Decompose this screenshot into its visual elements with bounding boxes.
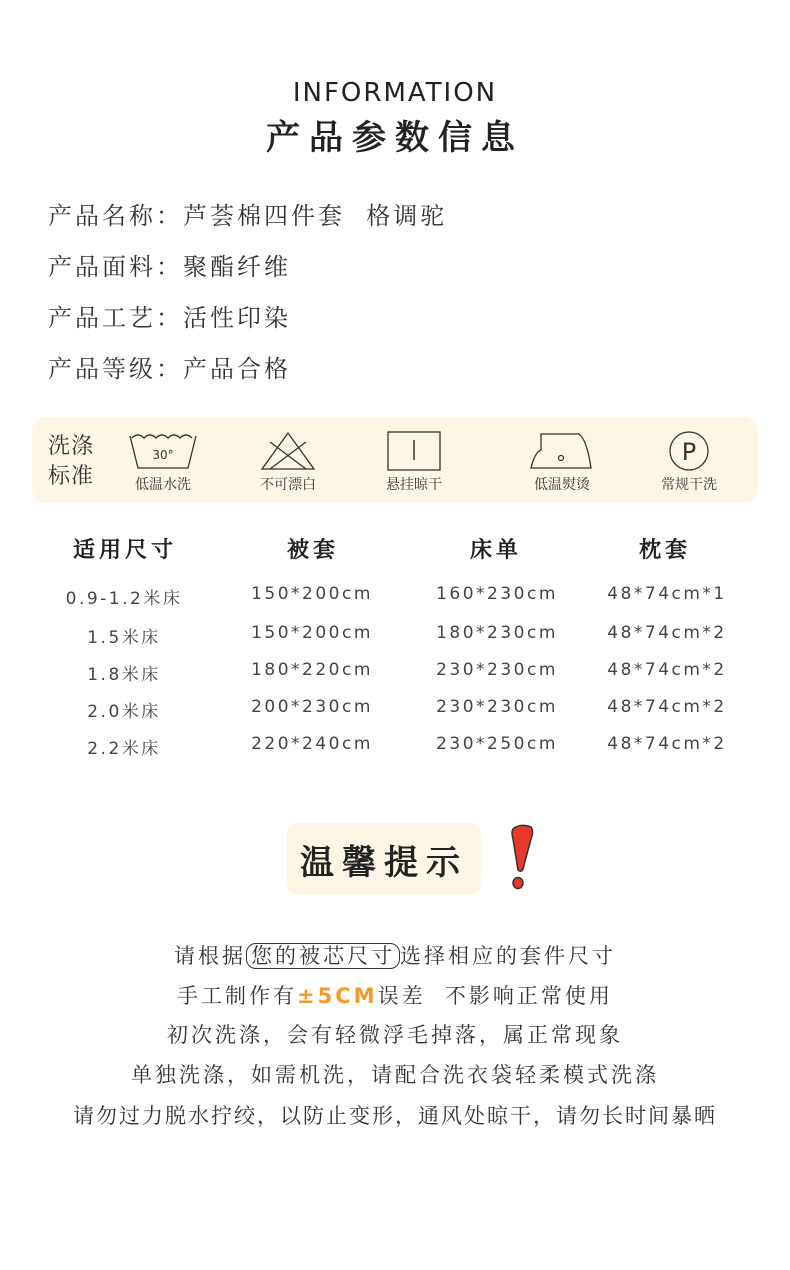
- tip-line-2: [0, 980, 790, 1010]
- table-cell: 220*240cm: [251, 734, 373, 754]
- wash-basin-30-icon: [128, 430, 198, 472]
- tip-highlight-text: ±5CM: [297, 984, 378, 1008]
- table-header-pillow: 枕套: [638, 538, 691, 563]
- info-label: 产品等级：: [48, 355, 183, 383]
- tip-text: 手工制作有: [177, 984, 298, 1008]
- wash-label: 悬挂晾干: [386, 477, 442, 493]
- exclamation-icon: [503, 823, 537, 895]
- table-cell: 200*230cm: [251, 697, 373, 717]
- table-cell: 48*74cm*2: [607, 697, 727, 717]
- tip-line-4: 单独洗涤，如需机洗，请配合洗衣袋轻柔模式洗涤: [131, 1063, 659, 1087]
- info-label: 产品工艺：: [48, 304, 183, 332]
- table-cell: 180*220cm: [251, 660, 373, 680]
- tip-text: 请根据: [174, 944, 246, 968]
- dry-clean-mark: P: [681, 438, 697, 466]
- tip-text: 误差 不影响正常使用: [377, 984, 613, 1008]
- table-cell: 230*250cm: [436, 734, 558, 754]
- info-value: 产品合格: [183, 355, 291, 383]
- no-bleach-icon: [258, 430, 318, 472]
- table-cell: 1.5米床: [87, 628, 161, 648]
- info-row-grade: [48, 349, 291, 384]
- info-row-fabric: [48, 247, 291, 282]
- tip-line-1: [0, 940, 790, 970]
- wash-item-dry-clean: [634, 430, 744, 494]
- wash-title-line1: 洗涤: [48, 434, 95, 459]
- table-cell: 160*230cm: [436, 584, 558, 604]
- wash-item-hang-dry: [359, 430, 469, 494]
- tip-line-5: 请勿过力脱水拧绞，以防止变形，通风处晾干，请勿长时间暴晒: [73, 1104, 717, 1128]
- table-cell: 48*74cm*2: [607, 734, 727, 754]
- wash-item-no-bleach: [233, 430, 343, 494]
- info-value: 芦荟棉四件套 格调驼: [183, 202, 448, 230]
- tip-line-3: 初次洗涤，会有轻微浮毛掉落，属正常现象: [167, 1023, 623, 1047]
- table-cell: 2.2米床: [87, 739, 161, 759]
- wash-label: 低温水洗: [135, 477, 191, 493]
- info-row-craft: [48, 298, 291, 333]
- table-cell: 180*230cm: [436, 623, 558, 643]
- table-header-size: 适用尺寸: [72, 538, 177, 563]
- header-title-cn: 产品参数信息: [266, 118, 524, 158]
- low-iron-icon: [527, 430, 597, 472]
- table-cell: 48*74cm*2: [607, 623, 727, 643]
- table-cell: 150*200cm: [251, 623, 373, 643]
- wash-title: [48, 432, 108, 492]
- table-header-sheet: 床单: [469, 538, 522, 563]
- dry-clean-p-icon: [659, 430, 719, 472]
- tip-text: 选择相应的套件尺寸: [400, 944, 616, 968]
- table-cell: 150*200cm: [251, 584, 373, 604]
- table-cell: 230*230cm: [436, 697, 558, 717]
- wash-item-low-temp: [108, 430, 218, 494]
- wash-title-line2: 标准: [48, 464, 95, 489]
- info-label: 产品面料：: [48, 253, 183, 281]
- table-cell: 48*74cm*1: [607, 584, 727, 604]
- table-cell: 48*74cm*2: [607, 660, 727, 680]
- table-header-duvet: 被套: [286, 538, 339, 563]
- table-cell: 1.8米床: [87, 665, 161, 685]
- info-row-name: [48, 196, 447, 231]
- wash-label: 常规干洗: [661, 477, 717, 493]
- info-value: 活性印染: [183, 304, 291, 332]
- header-title-en: INFORMATION: [292, 78, 498, 108]
- info-value: 聚酯纤维: [183, 253, 291, 281]
- table-cell: 230*230cm: [436, 660, 558, 680]
- table-cell: 0.9-1.2米床: [65, 589, 183, 609]
- wash-temp-mark: 30°: [152, 448, 174, 462]
- wash-label: 低温熨烫: [534, 477, 590, 493]
- tip-boxed-text: 您的被芯尺寸: [246, 943, 400, 969]
- info-label: 产品名称：: [48, 202, 183, 230]
- wash-label: 不可漂白: [260, 477, 316, 493]
- wash-item-low-iron: [507, 430, 617, 494]
- table-cell: 2.0米床: [87, 702, 161, 722]
- hang-dry-icon: [384, 430, 444, 472]
- tips-title: 温馨提示: [300, 843, 468, 883]
